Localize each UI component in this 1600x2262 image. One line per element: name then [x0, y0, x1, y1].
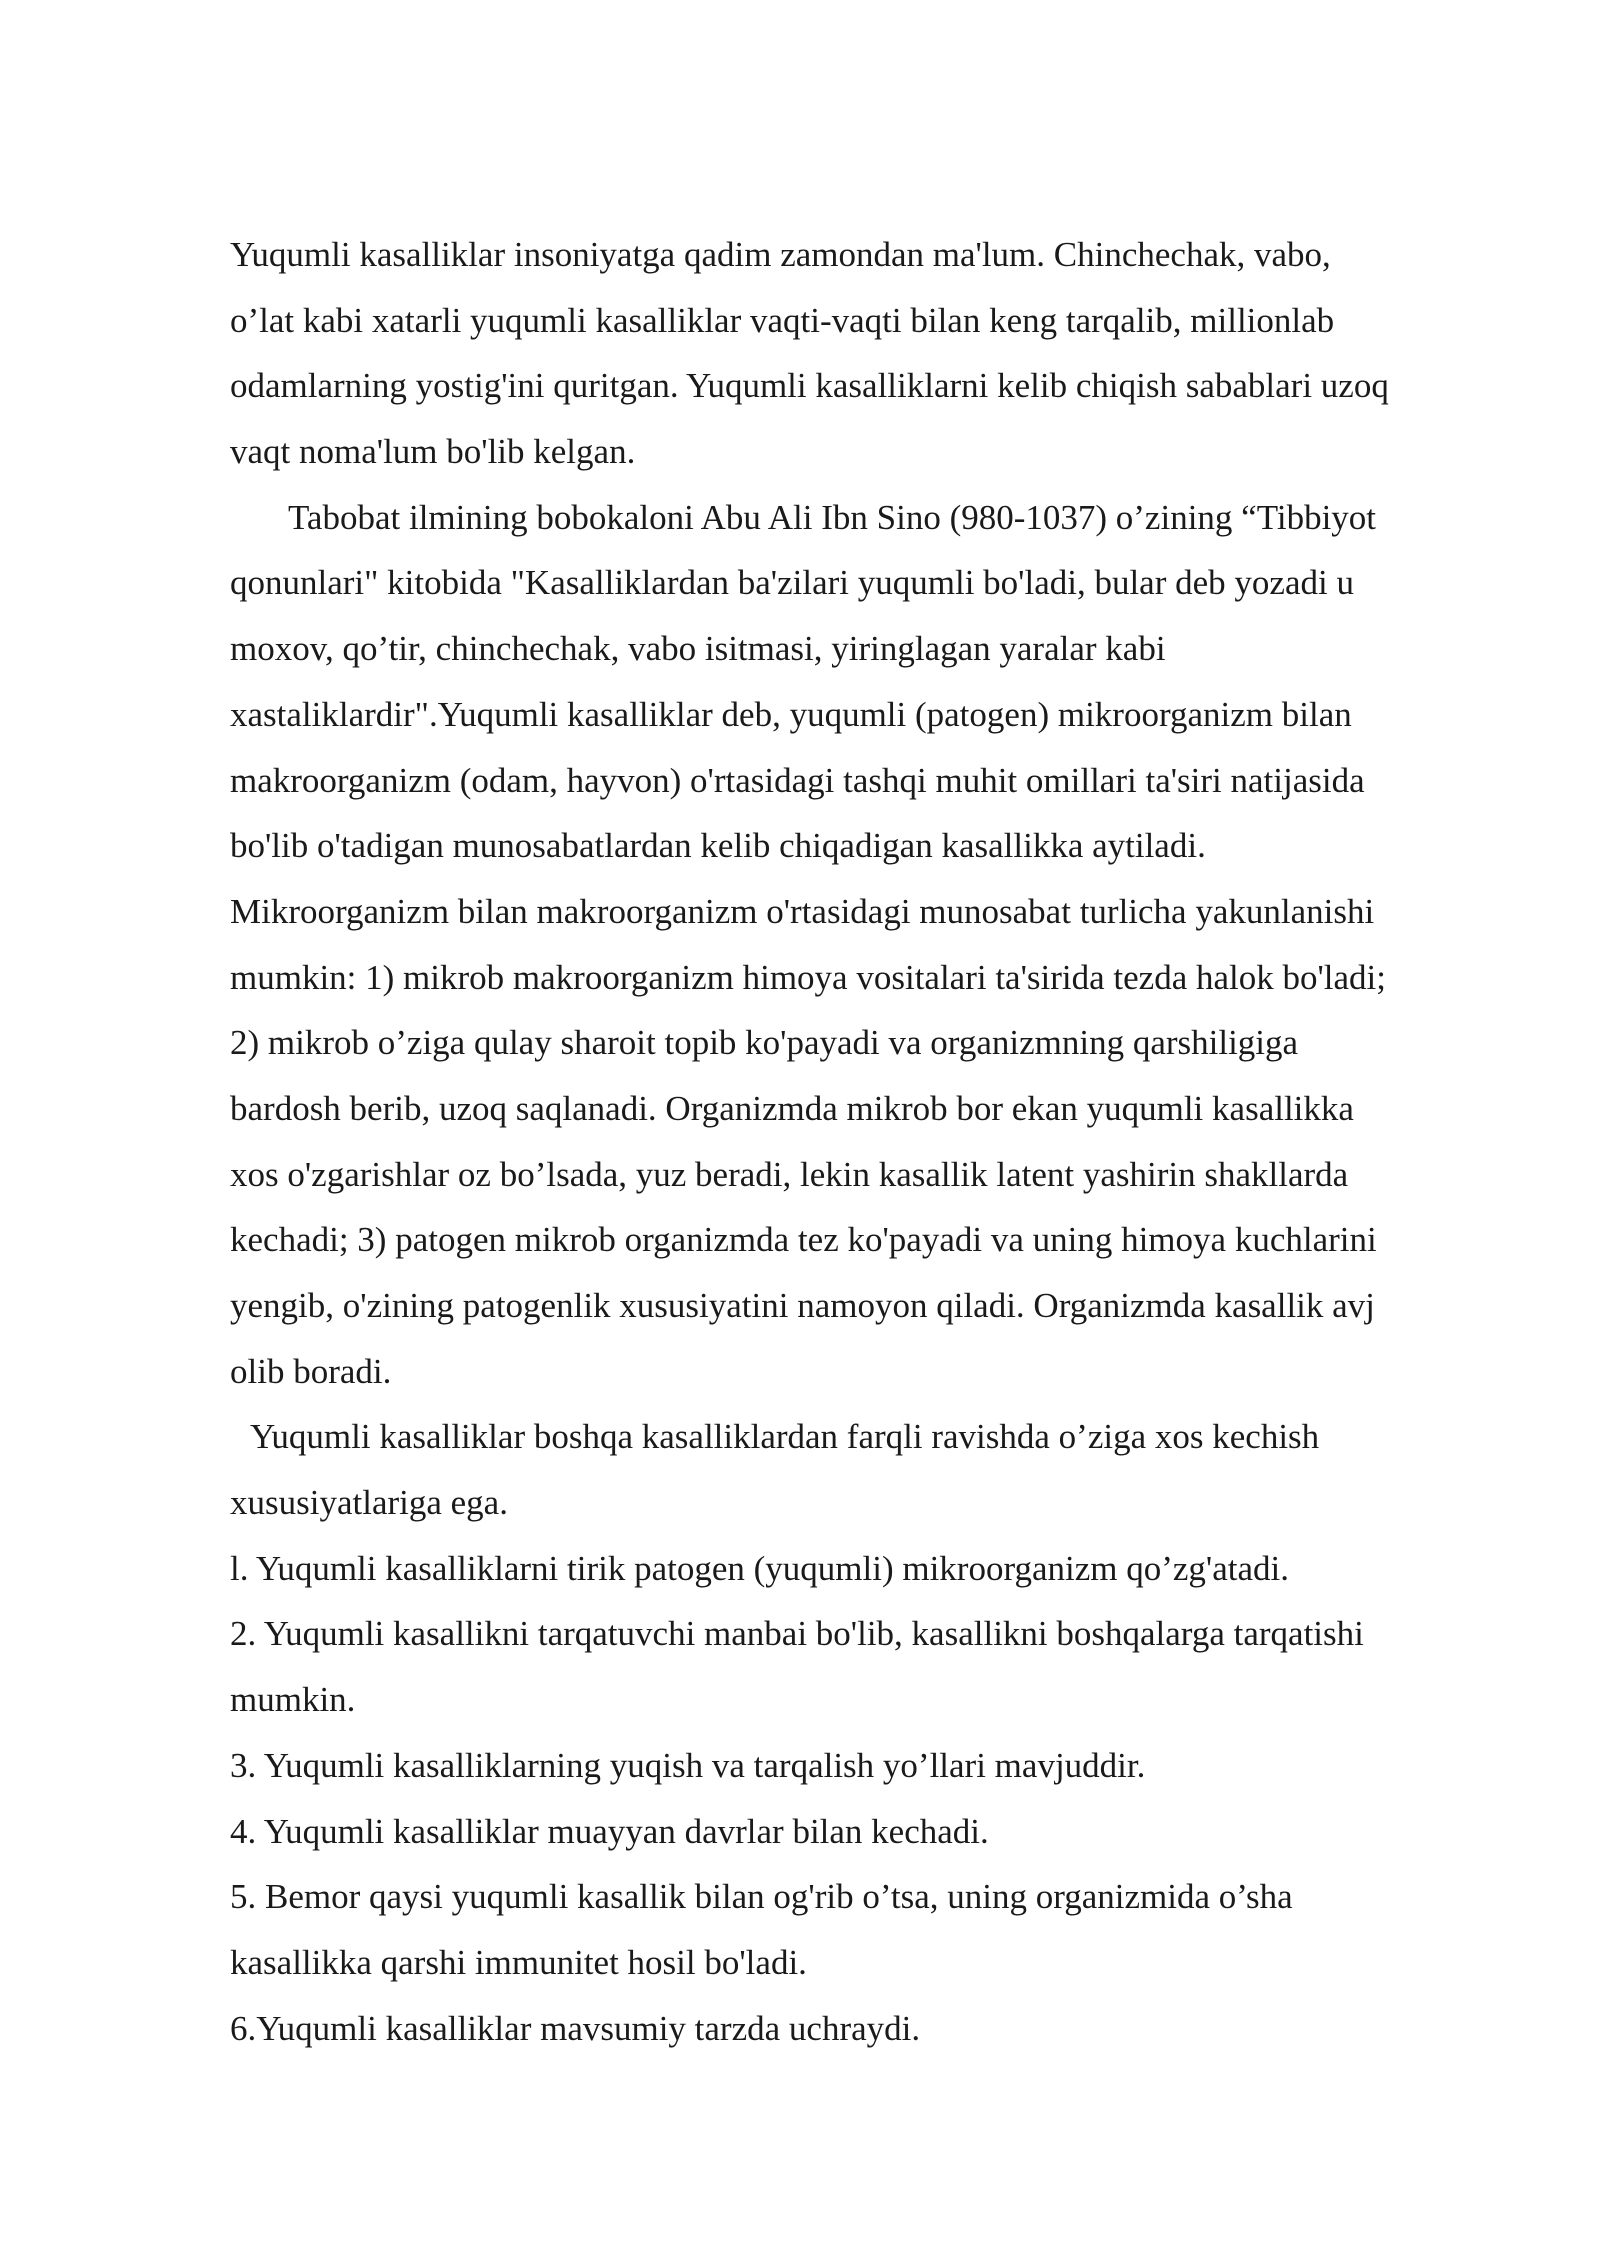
text-line: xususiyatlariga ega.	[230, 1483, 508, 1523]
text-line: qonunlari" kitobida "Kasalliklardan ba'zilari yuqumli bo'ladi, bular deb yozadi u	[230, 563, 1354, 603]
paragraph-ibn-sino	[230, 485, 1510, 1405]
list-item: 6.Yuqumli kasalliklar mavsumiy tarzda uchraydi.	[230, 2008, 921, 2048]
document-page	[230, 222, 1510, 2061]
text-line: 2) mikrob o’ziga qulay sharoit topib ko'payadi va organizmning qarshiligiga	[230, 1023, 1299, 1063]
text-line: yengib, o'zining patogenlik xususiyatini namoyon qiladi. Organizmda kasallik avj	[230, 1286, 1375, 1325]
text-line: Yuqumli kasalliklar insoniyatga qadim zamondan ma'lum. Chinchechak, vabo,	[230, 235, 1331, 274]
text-line: o’lat kabi xatarli yuqumli kasalliklar vaqti-vaqti bilan keng tarqalib, millionlab	[230, 300, 1335, 340]
list-item: l. Yuqumli kasalliklarni tirik patogen (yuqumli) mikroorganizm qo’zg'atadi.	[230, 1548, 1290, 1588]
list-item-continuation: mumkin.	[230, 1680, 356, 1720]
text-line: mumkin: 1) mikrob makroorganizm himoya vositalari ta'sirida tezda halok bo'ladi;	[230, 957, 1387, 997]
list-item: 5. Bemor qaysi yuqumli kasallik bilan og'rib o’tsa, uning organizmida o’sha	[230, 1877, 1293, 1917]
text-line: makroorganizm (odam, hayvon) o'rtasidagi tashqi muhit omillari ta'siri natijasida	[230, 760, 1365, 800]
text-line: Mikroorganizm bilan makroorganizm o'rtasidagi munosabat turlicha yakunlanishi	[230, 891, 1375, 931]
text-line: bardosh berib, uzoq saqlanadi. Organizmda mikrob bor ekan yuqumli kasallikka	[230, 1088, 1354, 1128]
list-item: 4. Yuqumli kasalliklar muayyan davrlar bilan kechadi.	[230, 1811, 989, 1851]
text-line: vaqt noma'lum bo'lib kelgan.	[230, 432, 636, 472]
text-line: kechadi; 3) patogen mikrob organizmda tez ko'payadi va uning himoya kuchlarini	[230, 1220, 1377, 1260]
text-line: odamlarning yostig'ini quritgan. Yuqumli kasalliklarni kelib chiqish sabablari uzoq	[230, 366, 1389, 406]
text-line: olib boradi.	[230, 1351, 392, 1391]
text-line: Yuqumli kasalliklar boshqa kasalliklardan farqli ravishda o’ziga xos kechish	[250, 1417, 1320, 1457]
list-item: 3. Yuqumli kasalliklarning yuqish va tarqalish yo’llari mavjuddir.	[230, 1745, 1146, 1785]
list-item: 2. Yuqumli kasallikni tarqatuvchi manbai bo'lib, kasallikni boshqalarga tarqatishi	[230, 1614, 1364, 1654]
text-line: xos o'zgarishlar oz bo’lsada, yuz beradi, lekin kasallik latent yashirin shakllarda	[230, 1154, 1349, 1194]
text-line: xastaliklardir".Yuqumli kasalliklar deb, yuqumli (patogen) mikroorganizm bilan	[230, 694, 1352, 734]
features-list	[230, 1536, 1510, 2062]
paragraph-intro	[230, 222, 1510, 485]
text-line: Tabobat ilmining bobokaloni Abu Ali Ibn Sino (980-1037) o’zining “Tibbiyot	[288, 497, 1377, 537]
list-item-continuation: kasallikka qarshi immunitet hosil bo'ladi.	[230, 1942, 807, 1982]
text-line: moxov, qo’tir, chinchechak, vabo isitmasi, yiringlagan yaralar kabi	[230, 629, 1166, 669]
paragraph-features-intro	[230, 1404, 1510, 1535]
text-line: bo'lib o'tadigan munosabatlardan kelib chiqadigan kasallikka aytiladi.	[230, 826, 1206, 866]
